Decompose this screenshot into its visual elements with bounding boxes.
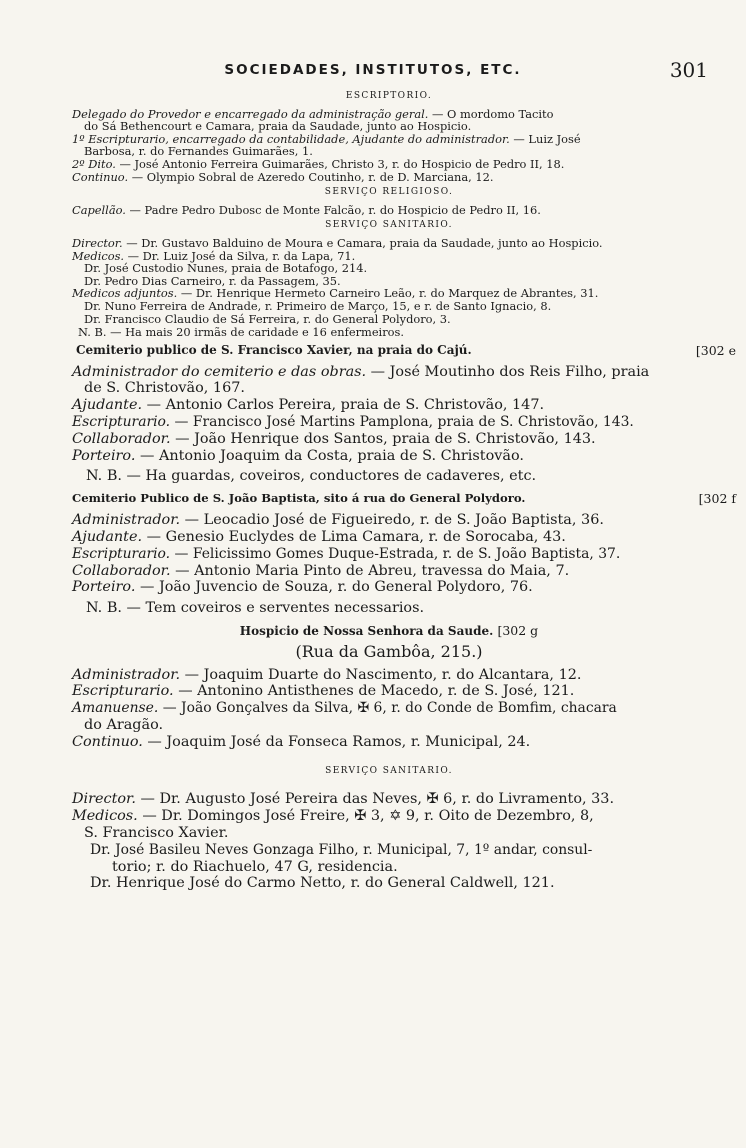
entry-line (72, 448, 706, 465)
nota-bene: N. B. — Tem coveiros e serventes necessarios. (86, 600, 425, 617)
entry-text: — Genesio Euclydes de Lima Camara, r. de Sorocaba, 43. (142, 529, 566, 546)
entry-text: Dr. José Custodio Nunes, praia de Botafogo, 214. (84, 261, 368, 276)
entry-line (72, 380, 706, 397)
entry-line (72, 791, 706, 808)
entry-line (72, 842, 706, 859)
entry-text: Dr. Francisco Claudio de Sá Ferreira, r. do General Polydoro, 3. (84, 311, 451, 326)
entry-role: Collaborador. (72, 430, 171, 447)
entry-text: — Luiz José (509, 131, 581, 146)
entry-line (72, 734, 706, 751)
heading-text: Cemiterio Publico de S. João Baptista, sito á rua do General Polydoro. (72, 491, 526, 506)
entry-text: — Joaquim Duarte do Nascimento, r. do Alcantara, 12. (180, 666, 582, 683)
entry-line (72, 204, 706, 217)
entry-text: — Dr. Gustavo Balduino de Moura e Camara, praia da Saudade, junto ao Hospicio. (122, 235, 603, 250)
entry-text: — Leocadio José de Figueiredo, r. de S. João Baptista, 36. (180, 512, 604, 529)
section-heading: SERVIÇO RELIGIOSO. (324, 187, 454, 198)
heading-text: Hospicio de Nossa Senhora da Saude. (239, 624, 494, 639)
section-servico-religioso (72, 186, 706, 216)
entry-text: — Joaquim José da Fonseca Ramos, r. Municipal, 24. (142, 733, 531, 750)
entry-text: — Dr. Henrique Hermeto Carneiro Leão, r. do Marquez de Abrantes, 31. (177, 286, 599, 301)
section-servico-sanitario (72, 219, 706, 338)
entry-text: Dr. Nuno Ferreira de Andrade, r. Primeiro de Março, 15, e r. de Santo Ignacio, 8. (84, 298, 552, 313)
nota-bene: N. B. — Ha guardas, coveiros, conductores de cadaveres, etc. (86, 468, 537, 485)
entry-text: torio; r. do Riachuelo, 47 G, residencia. (112, 858, 398, 875)
entry-line (72, 700, 706, 717)
entry-line (72, 529, 706, 546)
entry-role: Capellão. (72, 202, 126, 217)
entry-line (72, 579, 706, 596)
entry-text: — Francisco José Martins Pamplona, praia de S. Christovão, 143. (170, 414, 634, 431)
entry-line (72, 546, 706, 563)
entry-text: — Dr. Luiz José da Silva, r. da Lapa, 71. (124, 248, 356, 263)
entry-line (72, 808, 706, 825)
entry-text: — Padre Pedro Dubosc de Monte Falcão, r. do Hospicio de Pedro II, 16. (125, 202, 541, 217)
entry-text: S. Francisco Xavier. (84, 825, 229, 842)
entry-text: — João Henrique dos Santos, praia de S. Christovão, 143. (170, 430, 596, 447)
entry-line (72, 825, 706, 842)
entry-line (72, 875, 706, 892)
section-heading: SERVIÇO SANITARIO. (325, 220, 453, 231)
entry-text: — João Juvencio de Souza, r. do General Polydoro, 76. (135, 579, 533, 596)
entry-text: de S. Christovão, 167. (84, 380, 245, 397)
entry-text: Dr. Henrique José do Carmo Netto, r. do General Caldwell, 121. (90, 875, 555, 892)
entry-text: Dr. José Basileu Neves Gonzaga Filho, r. Municipal, 7, 1º andar, consul- (90, 841, 593, 858)
page-content (72, 90, 736, 892)
address-subheading: (Rua da Gambôa, 215.) (295, 641, 483, 661)
entry-role: Escripturario. (72, 414, 171, 431)
entry-text: do Aragão. (84, 717, 164, 734)
section-heading (72, 491, 736, 507)
page-number: 301 (669, 58, 708, 82)
cross-reference: [302 g (497, 623, 539, 639)
running-title: SOCIEDADES, INSTITUTOS, ETC. (224, 62, 522, 78)
section-cemiterio-sao-joao (72, 491, 736, 617)
entry-role: Collaborador. (72, 562, 171, 579)
entry-role: Ajudante. (72, 397, 143, 414)
section-cemiterio-caju (72, 342, 736, 486)
cross-reference: [302 e (695, 342, 736, 358)
entry-line (72, 431, 706, 448)
entry-role: Continuo. (72, 169, 129, 184)
nota-bene: N. B. — Ha mais 20 irmãs de caridade e 16 enfermeiros. (78, 325, 404, 340)
section-heading: ESCRIPTORIO. (345, 91, 433, 101)
entry-text: — O mordomo Tacito (428, 106, 554, 121)
entry-role: Director. (72, 791, 136, 808)
entry-text: — Antonio Maria Pinto de Abreu, travessa do Maia, 7. (170, 562, 570, 579)
heading-text: Cemiterio publico de S. Francisco Xavier, na praia do Cajú. (76, 342, 472, 357)
entry-text: — José Moutinho dos Reis Filho, praia (366, 363, 650, 380)
entry-text: — Dr. Domingos José Freire, ✠ 3, ✡ 9, r. Oito de Dezembro, 8, (137, 808, 594, 825)
entry-role: Porteiro. (72, 579, 136, 596)
entry-text: do Sá Bethencourt e Camara, praia da Saudade, junto ao Hospicio. (84, 119, 472, 134)
entry-text: — José Antonio Ferreira Guimarães, Christo 3, r. do Hospicio de Pedro II, 18. (115, 156, 565, 171)
entry-line (72, 717, 706, 734)
entry-text: Barbosa, r. do Fernandes Guimarães, 1. (84, 144, 313, 159)
entry-role: Director. (72, 235, 123, 250)
entry-text: — Antonio Carlos Pereira, praia de S. Christovão, 147. (142, 397, 545, 414)
entry-role: Continuo. (72, 733, 143, 750)
entry-line (72, 364, 706, 381)
page-header (0, 58, 746, 84)
entry-role: Delegado do Provedor e encarregado da administração geral. (72, 106, 429, 121)
entry-role: 2º Dito. (72, 156, 116, 171)
entry-line (72, 171, 706, 184)
entry-line (72, 859, 706, 876)
entry-text: — Olympio Sobral de Azeredo Coutinho, r. de D. Marciana, 12. (128, 169, 494, 184)
entry-text: — Antonino Antisthenes de Macedo, r. de S. José, 121. (173, 683, 575, 700)
section-hospicio-saude (72, 623, 706, 751)
section-heading: SERVIÇO SANITARIO. (325, 765, 453, 776)
section-servico-sanitario-hospicio (72, 763, 706, 893)
entry-role: Porteiro. (72, 447, 136, 464)
entry-role: Medicos adjuntos. (72, 286, 178, 301)
entry-text: — Dr. Augusto José Pereira das Neves, ✠ 6, r. do Livramento, 33. (135, 791, 615, 808)
entry-text: — Felicissimo Gomes Duque-Estrada, r. de S. João Baptista, 37. (170, 545, 621, 562)
entry-role: Medicos. (72, 808, 138, 825)
section-escriptorio (72, 90, 706, 183)
cross-reference: [302 f (698, 491, 736, 507)
entry-text: — Antonio Joaquim da Costa, praia de S. Christovão. (135, 447, 524, 464)
entry-line (72, 667, 706, 684)
section-heading (72, 342, 736, 358)
entry-role: 1º Escripturario, encarregado da contabilidade, Ajudante do administrador. (72, 131, 510, 146)
entry-role: Escripturario. (72, 683, 174, 700)
entry-text: Dr. Pedro Dias Carneiro, r. da Passagem, 35. (84, 273, 341, 288)
entry-text: — João Gonçalves da Silva, ✠ 6, r. do Conde de Bomfim, chacara (158, 700, 617, 717)
entry-role: Medicos. (72, 248, 125, 263)
entry-role: Administrador. (72, 512, 181, 529)
entry-line (72, 397, 706, 414)
entry-role: Administrador do cemiterio e das obras. (72, 363, 367, 380)
entry-role: Ajudante. (72, 529, 143, 546)
entry-line (72, 414, 706, 431)
entry-line (72, 313, 706, 326)
entry-line (72, 563, 706, 580)
entry-line (72, 683, 706, 700)
entry-line (72, 512, 706, 529)
entry-role: Escripturario. (72, 545, 171, 562)
entry-role: Amanuense. (72, 700, 159, 717)
entry-role: Administrador. (72, 666, 181, 683)
section-heading (72, 623, 706, 640)
